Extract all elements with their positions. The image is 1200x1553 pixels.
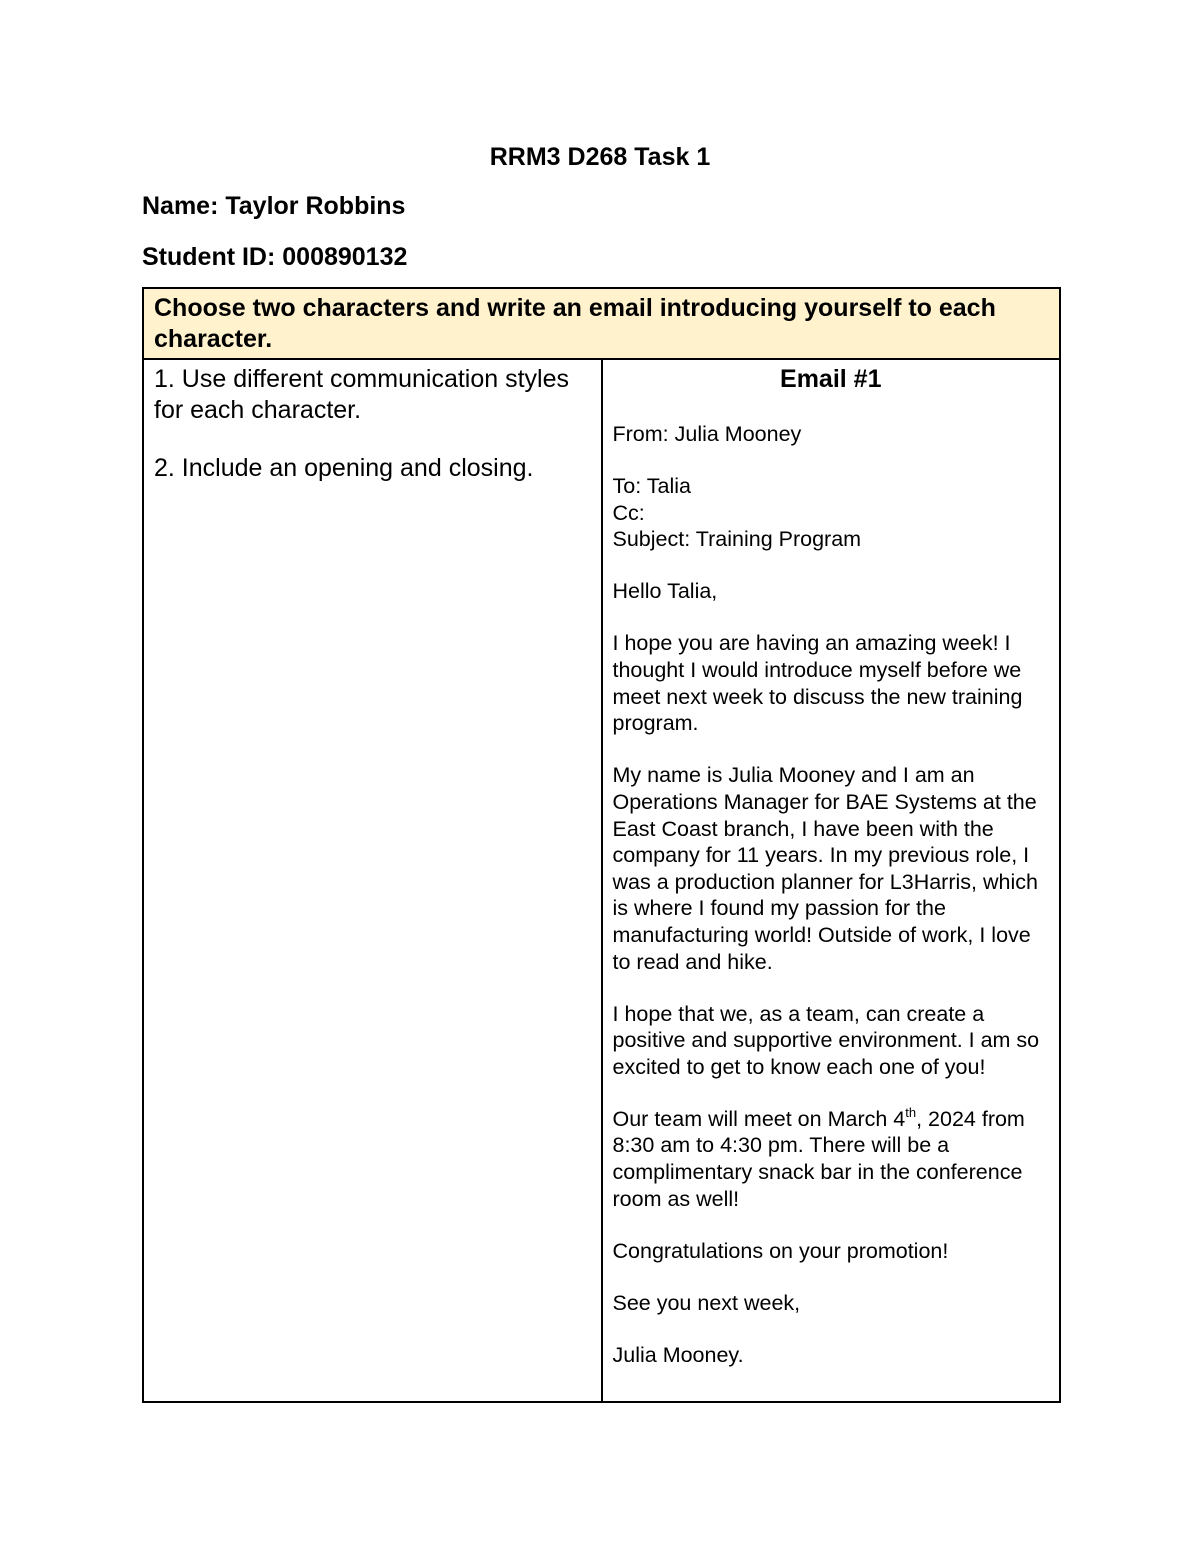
table-header-row xyxy=(143,288,1060,359)
email-paragraph: I hope you are having an amazing week! I thought I would introduce myself before we meet next week to discuss the new training program. xyxy=(612,631,1023,736)
table-body-row xyxy=(143,359,1060,1402)
instruction-item: 1. Use different communication styles for each character. xyxy=(154,365,570,424)
task-table xyxy=(142,287,1061,1403)
ordinal-suffix: th xyxy=(905,1104,917,1120)
email-subject: Subject: Training Program xyxy=(612,527,862,552)
email-signature: Julia Mooney. xyxy=(612,1342,744,1367)
email-cc: Cc: xyxy=(612,500,645,525)
student-id: Student ID: 000890132 xyxy=(142,243,408,271)
prompt-cell: Choose two characters and write an email introducing yourself to each character. xyxy=(143,288,1060,359)
email-paragraph: Congratulations on your promotion! xyxy=(612,1238,949,1263)
email-cell xyxy=(602,359,1061,1402)
email-paragraph-meeting xyxy=(613,1106,1050,1212)
meeting-text-start: Our team will meet on March 4 xyxy=(612,1106,906,1131)
meeting-text-end: , 2024 from 8:30 am to 4:30 pm. There will be a complimentary snack bar in the conference room as well! xyxy=(612,1106,1025,1211)
email-greeting: Hello Talia, xyxy=(612,579,718,604)
email-paragraph: I hope that we, as a team, can create a positive and supportive environment. I am so excited to get to know each one of you! xyxy=(612,1001,1040,1079)
document-title: RRM3 D268 Task 1 xyxy=(489,143,711,171)
email-heading: Email #1 xyxy=(780,365,882,393)
instructions-cell xyxy=(143,359,602,1402)
email-to: To: Talia xyxy=(612,474,691,499)
email-from: From: Julia Mooney xyxy=(612,422,802,446)
email-paragraph: My name is Julia Mooney and I am an Operations Manager for BAE Systems at the East Coast branch, I have been with the company for 11 years. In my previous role, I was a production planner for L3Harris, which is where I found my passion for the manufacturing world! Outside of work, I love to read and hike. xyxy=(612,763,1038,974)
email-closing: See you next week, xyxy=(612,1290,801,1315)
student-name: Name: Taylor Robbins xyxy=(142,192,406,220)
instruction-item: 2. Include an opening and closing. xyxy=(154,454,534,482)
